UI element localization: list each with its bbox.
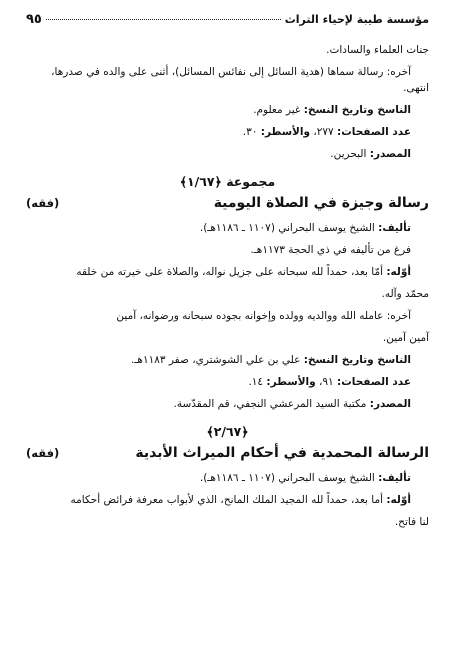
- section-1-copyist: [26, 352, 429, 368]
- beginning-label: أوّله:: [386, 494, 411, 506]
- running-header: [26, 12, 429, 32]
- copyist-label: الناسخ وتاريخ النسخ:: [303, 354, 411, 366]
- page-number: ٩٥: [26, 12, 42, 27]
- section-1-pages: [26, 374, 429, 390]
- section-1-beginning-cont: محمّد وآله.: [381, 288, 429, 300]
- section-1-author: [26, 220, 429, 236]
- section-2-beginning-cont: لنا فاتح.: [394, 516, 429, 528]
- section-1-beginning: [26, 264, 429, 280]
- beginning-label: أوّله:: [386, 266, 411, 278]
- section-1-end-cont: آمين آمين.: [382, 332, 429, 344]
- pages-value: ٩١،: [315, 376, 334, 388]
- intro-line-3: انتهى.: [403, 82, 429, 94]
- lines-value: ٣٠.: [242, 126, 258, 138]
- intro-source: [26, 146, 429, 162]
- section-2-title-row: [26, 442, 429, 464]
- lines-value: ١٤.: [248, 376, 264, 388]
- intro-line-1: جنات العلماء والسادات.: [326, 44, 429, 56]
- intro-pages: [26, 124, 429, 140]
- section-2-tag: (فقه): [26, 446, 60, 460]
- source-label: المصدر:: [369, 398, 411, 410]
- section-2-beginning: [26, 492, 429, 508]
- intro-line-2: آخره: رسالة سماها (هدية السائل إلى نفائس المسائل)، أثنى على والده في صدرها،: [51, 66, 411, 78]
- source-value: مكتبة السيد المرعشي النجفي، قم المقدّسة.: [173, 398, 367, 410]
- section-1-source: [26, 396, 429, 412]
- lines-label: والأسطر:: [266, 376, 316, 388]
- author-label: تأليف:: [378, 472, 411, 484]
- source-value: البحرين.: [330, 148, 367, 160]
- section-1-heading: مجموعة ﴿١/٦٧﴾: [179, 174, 276, 189]
- author-label: تأليف:: [378, 222, 411, 234]
- section-1-tag: (فقه): [26, 196, 60, 210]
- copyist-value: علي بن علي الشوشتري، صفر ١١٨٣هـ.: [131, 354, 301, 366]
- section-2-heading: ﴿٢/٦٧﴾: [206, 424, 249, 439]
- section-1-finished: فرغ من تأليفه في ذي الحجة ١١٧٣هـ.: [250, 244, 411, 256]
- copyist-label: الناسخ وتاريخ النسخ:: [303, 104, 411, 116]
- section-1-title-row: [26, 192, 429, 214]
- copyist-value: غير معلوم.: [253, 104, 301, 116]
- author-value: الشيخ يوسف البحراني (١١٠٧ ـ ١١٨٦هـ).: [199, 472, 375, 484]
- header-dot-leader: [46, 19, 281, 20]
- intro-copyist: [26, 102, 429, 118]
- beginning-value: أما بعد، حمداً لله المجيد الملك المانح، الذي لأبواب معرفة فرائض أحكامه: [70, 494, 384, 506]
- source-label: المصدر:: [369, 148, 411, 160]
- section-2-author: [26, 470, 429, 486]
- pages-label: عدد الصفحات:: [337, 376, 411, 388]
- beginning-value: أمّا بعد، حمداً لله سبحانه على جزيل نواله، والصلاة على خيرته من خلقه: [76, 266, 384, 278]
- pages-value: ٢٧٧،: [310, 126, 334, 138]
- section-1-title: رسالة وجيزة في الصلاة اليومية: [213, 195, 429, 211]
- section-2-title: الرسالة المحمدية في أحكام الميراث الأبدية: [135, 445, 429, 461]
- lines-label: والأسطر:: [260, 126, 310, 138]
- pages-label: عدد الصفحات:: [337, 126, 411, 138]
- header-title: مؤسسة طيبة لإحياء التراث: [284, 13, 429, 26]
- author-value: الشيخ يوسف البحراني (١١٠٧ ـ ١١٨٦هـ).: [199, 222, 375, 234]
- section-1-end: آخره: عامله الله ووالديه وولده وإخوانه بجوده سبحانه ورضوانه، آمين: [116, 310, 411, 322]
